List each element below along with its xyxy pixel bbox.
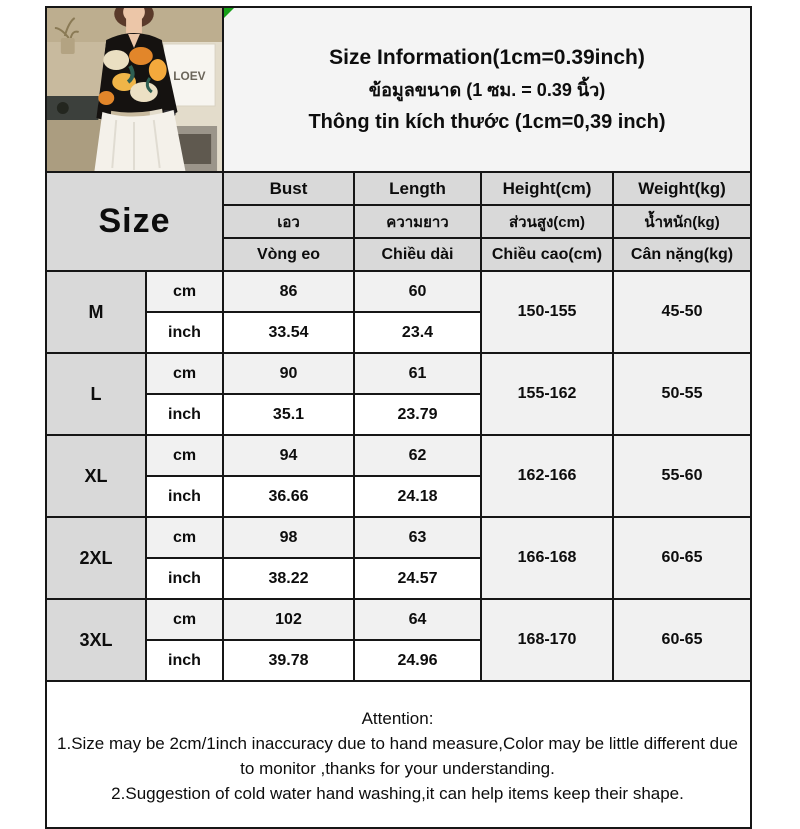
weight-range: 50-55 bbox=[613, 353, 751, 435]
unit-inch: inch bbox=[146, 394, 223, 435]
length-cm-value: 62 bbox=[354, 435, 481, 476]
col-header-height-vi: Chiều cao(cm) bbox=[481, 238, 613, 271]
unit-inch: inch bbox=[146, 640, 223, 681]
length-cm-value: 63 bbox=[354, 517, 481, 558]
bust-inch-value: 33.54 bbox=[223, 312, 354, 353]
height-range: 155-162 bbox=[481, 353, 613, 435]
size-label: XL bbox=[46, 435, 146, 517]
length-inch-value: 24.96 bbox=[354, 640, 481, 681]
unit-inch: inch bbox=[146, 476, 223, 517]
col-header-length-th: ความยาว bbox=[354, 205, 481, 238]
unit-cm: cm bbox=[146, 435, 223, 476]
unit-inch: inch bbox=[146, 558, 223, 599]
col-header-bust-vi: Vòng eo bbox=[223, 238, 354, 271]
height-range: 168-170 bbox=[481, 599, 613, 681]
col-header-height-th: ส่วนสูง(cm) bbox=[481, 205, 613, 238]
col-header-length-vi: Chiều dài bbox=[354, 238, 481, 271]
weight-range: 55-60 bbox=[613, 435, 751, 517]
unit-cm: cm bbox=[146, 599, 223, 640]
weight-range: 45-50 bbox=[613, 271, 751, 353]
col-header-bust-en: Bust bbox=[223, 172, 354, 205]
bust-inch-value: 38.22 bbox=[223, 558, 354, 599]
col-header-height-en: Height(cm) bbox=[481, 172, 613, 205]
unit-cm: cm bbox=[146, 271, 223, 312]
col-header-length-en: Length bbox=[354, 172, 481, 205]
col-header-weight-en: Weight(kg) bbox=[613, 172, 751, 205]
product-photo-illustration bbox=[47, 8, 222, 171]
bust-cm-value: 98 bbox=[223, 517, 354, 558]
height-range: 162-166 bbox=[481, 435, 613, 517]
weight-range: 60-65 bbox=[613, 599, 751, 681]
size-chart-sheet bbox=[45, 6, 750, 829]
title-block bbox=[223, 7, 751, 172]
height-range: 150-155 bbox=[481, 271, 613, 353]
svg-text:LOEV: LOEV bbox=[173, 68, 206, 84]
bust-cm-value: 90 bbox=[223, 353, 354, 394]
size-label: L bbox=[46, 353, 146, 435]
unit-inch: inch bbox=[146, 312, 223, 353]
bust-inch-value: 35.1 bbox=[223, 394, 354, 435]
title-vietnamese: Thông tin kích thước (1cm=0,39 inch) bbox=[308, 110, 666, 133]
excel-corner-flag-icon bbox=[224, 8, 234, 18]
col-header-weight-th: น้ำหนัก(kg) bbox=[613, 205, 751, 238]
length-cm-value: 64 bbox=[354, 599, 481, 640]
bust-cm-value: 94 bbox=[223, 435, 354, 476]
size-header: Size bbox=[46, 172, 223, 271]
title-thai: ข้อมูลขนาด (1 ซม. = 0.39 นิ้ว) bbox=[368, 79, 606, 100]
length-inch-value: 24.18 bbox=[354, 476, 481, 517]
length-cm-value: 60 bbox=[354, 271, 481, 312]
size-label: 3XL bbox=[46, 599, 146, 681]
bust-cm-value: 102 bbox=[223, 599, 354, 640]
weight-range: 60-65 bbox=[613, 517, 751, 599]
attention-line-1: 1.Size may be 2cm/1inch inaccuracy due to hand measure,Color may be little different due to monitor ,thanks for your understanding. bbox=[57, 734, 739, 778]
bust-inch-value: 36.66 bbox=[223, 476, 354, 517]
product-photo bbox=[46, 7, 223, 172]
length-inch-value: 23.79 bbox=[354, 394, 481, 435]
size-label: M bbox=[46, 271, 146, 353]
col-header-bust-th: เอว bbox=[223, 205, 354, 238]
length-cm-value: 61 bbox=[354, 353, 481, 394]
unit-cm: cm bbox=[146, 517, 223, 558]
bust-cm-value: 86 bbox=[223, 271, 354, 312]
attention-heading: Attention: bbox=[361, 709, 434, 728]
length-inch-value: 23.4 bbox=[354, 312, 481, 353]
size-label: 2XL bbox=[46, 517, 146, 599]
bust-inch-value: 39.78 bbox=[223, 640, 354, 681]
length-inch-value: 24.57 bbox=[354, 558, 481, 599]
size-table bbox=[45, 6, 752, 829]
unit-cm: cm bbox=[146, 353, 223, 394]
height-range: 166-168 bbox=[481, 517, 613, 599]
col-header-weight-vi: Cân nặng(kg) bbox=[613, 238, 751, 271]
attention-line-2: 2.Suggestion of cold water hand washing,it can help items keep their shape. bbox=[111, 784, 684, 803]
attention-note bbox=[46, 681, 751, 828]
title-english: Size Information(1cm=0.39inch) bbox=[329, 45, 645, 69]
